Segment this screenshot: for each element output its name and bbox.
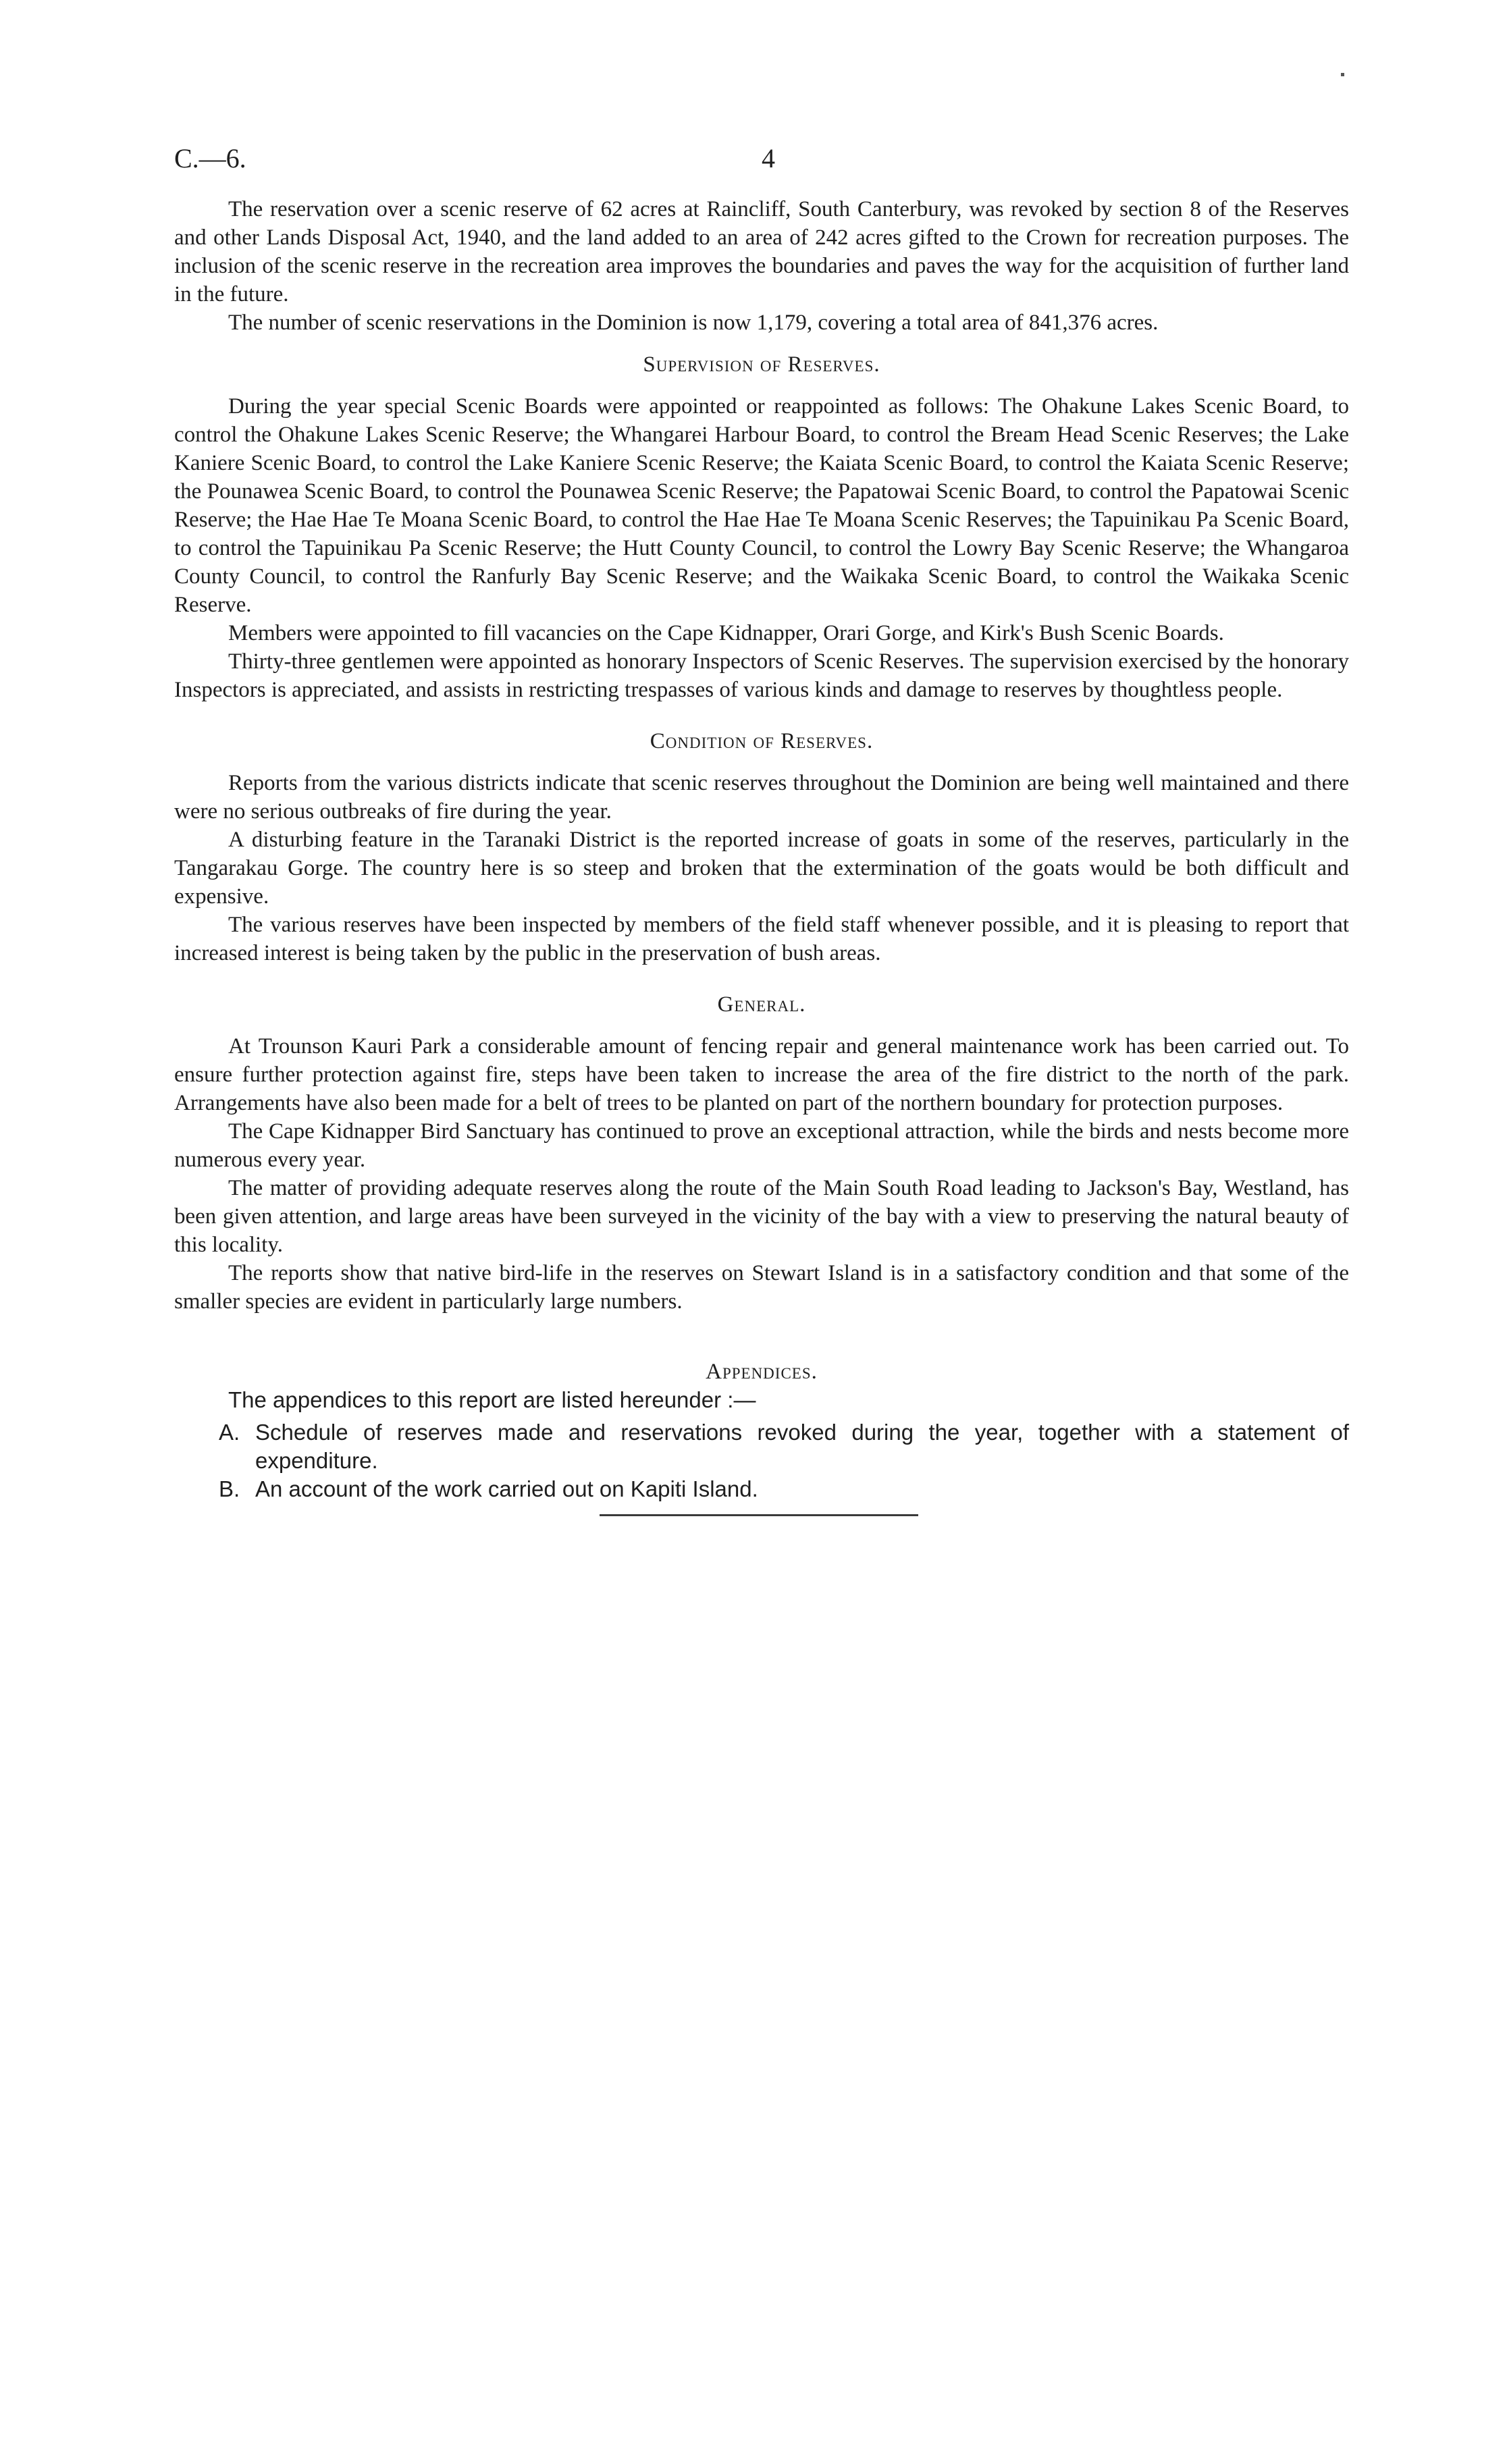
paragraph-cape-kidnapper: The Cape Kidnapper Bird Sanctuary has continued to prove an exceptional attraction, while the birds and nests become more numerous every year. xyxy=(174,1119,1349,1172)
paragraph-jacksons-bay: The matter of providing adequate reserves along the route of the Main South Road leading to Jackson's Bay, Westland, has been given attention, and large areas have been surveyed in the vicinity of the bay with a view to preserving the natural beauty of this locality. xyxy=(174,1176,1349,1257)
page-number: 4 xyxy=(762,143,775,173)
heading-appendices: Appendices. xyxy=(706,1360,818,1384)
document-code: C.—6. xyxy=(174,143,246,173)
paragraph-reservation-count: The number of scenic reservations in the Dominion is now 1,179, covering a total area of 841,376 acres. xyxy=(228,311,1159,335)
page-header xyxy=(174,138,1349,179)
appendix-text: An account of the work carried out on Kapiti Island. xyxy=(255,1476,758,1501)
appendix-list xyxy=(174,1418,1349,1503)
appendix-text: Schedule of reserves made and reservations revoked during the year, together with a statement of expenditure. xyxy=(255,1420,1349,1473)
paragraph-goats: A disturbing feature in the Taranaki District is the reported increase of goats in some of the reserves, particularly in the Tangarakau Gorge. The country here is so steep and broken that the extermination of the goats would be both difficult and expensive. xyxy=(174,828,1349,909)
appendix-letter: A. xyxy=(219,1420,240,1445)
appendix-item xyxy=(174,1418,1349,1475)
paragraph-district-reports: Reports from the various districts indicate that scenic reserves throughout the Dominion are being well maintained and there were no serious outbreaks of fire during the year. xyxy=(174,771,1349,824)
heading-general: General. xyxy=(717,992,806,1017)
closing-rule xyxy=(600,1514,918,1516)
document-body xyxy=(174,195,1349,1503)
paragraph-scenic-boards: During the year special Scenic Boards were appointed or reappointed as follows: The Ohakune Lakes Scenic Board, to control the Ohakune Lakes Scenic Reserve; the Whangarei Harbour Board, to control the Bream Head Scenic Reserves; the Lake Kaniere Scenic Board, to control the Lake Kaniere Scenic Reserve; the Kaiata Scenic Board, to control the Kaiata Scenic Reserve; the Pounawea Scenic Board, to control the Pounawea Scenic Reserve; the Papatowai Scenic Board, to control the Papatowai Scenic Reserve; the Hae Hae Te Moana Scenic Board, to control the Hae Hae Te Moana Scenic Reserves; the Tapuinikau Pa Scenic Board, to control the Tapuinikau Pa Scenic Reserve; the Hutt County Council, to control the Lowry Bay Scenic Reserve; the Whangaroa County Council, to control the Ranfurly Bay Scenic Reserve; and the Waikaka Scenic Board, to control the Waikaka Scenic Reserve. xyxy=(174,394,1349,617)
heading-supervision: Supervision of Reserves. xyxy=(643,352,880,377)
scan-speck xyxy=(1341,73,1344,76)
paragraph-trounson-kauri-park: At Trounson Kauri Park a considerable amount of fencing repair and general maintenance work has been carried out. To ensure further protection against fire, steps have been taken to increase the area of the fire district to the north of the park. Arrangements have also been made for a belt of trees to be planted on part of the northern boundary for protection purposes. xyxy=(174,1034,1349,1115)
paragraph-vacancies: Members were appointed to fill vacancies on the Cape Kidnapper, Orari Gorge, and Kirk's Bush Scenic Boards. xyxy=(228,621,1224,645)
appendix-item xyxy=(174,1475,1349,1503)
paragraph-inspectors: Thirty-three gentlemen were appointed as honorary Inspectors of Scenic Reserves. The supervision exercised by the honorary Inspectors is appreciated, and assists in restricting trespasses of various kinds and damage to reserves by thoughtless people. xyxy=(174,649,1349,702)
paragraph-raincliff: The reservation over a scenic reserve of 62 acres at Raincliff, South Canterbury, was revoked by section 8 of the Reserves and other Lands Disposal Act, 1940, and the land added to an area of 242 acres gifted to the Crown for recreation purposes. The inclusion of the scenic reserve in the recreation area improves the boundaries and paves the way for the acquisition of further land in the future. xyxy=(174,197,1349,306)
appendices-intro: The appendices to this report are listed hereunder :— xyxy=(228,1387,756,1412)
appendix-letter: B. xyxy=(219,1476,240,1501)
heading-condition: Condition of Reserves. xyxy=(650,729,874,753)
paragraph-inspections: The various reserves have been inspected by members of the field staff whenever possible, and it is pleasing to report that increased interest is being taken by the public in the preservation of bush areas. xyxy=(174,913,1349,965)
paragraph-stewart-island: The reports show that native bird-life in the reserves on Stewart Island is in a satisfactory condition and that some of the smaller species are evident in particularly large numbers. xyxy=(174,1261,1349,1314)
